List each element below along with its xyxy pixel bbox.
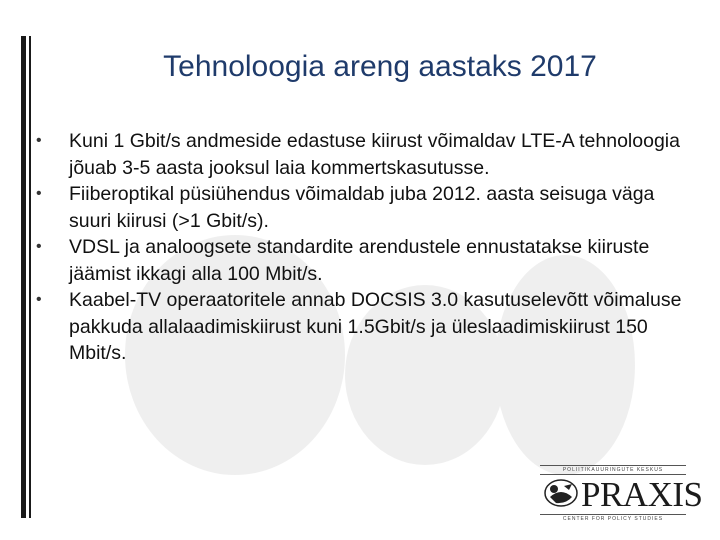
logo-name: PRAXIS [581, 475, 703, 514]
bullet-text: Fiiberoptikal püsiühendus võimaldab juba 2012. aasta seisuga väga suuri kiirusi (>1 Gbit/s). [69, 183, 655, 232]
bullet-item [36, 287, 686, 367]
logo-bottom-text: CENTER FOR POLICY STUDIES [562, 516, 664, 522]
logo-top-rule [540, 465, 686, 466]
bullet-dot: • [36, 132, 42, 149]
logo-top-text: POLIITIKAUURINGUTE KESKUS [562, 467, 664, 473]
logo-bottom-rule [540, 514, 686, 515]
bullet-item [36, 234, 686, 287]
slide-title: Tehnoloogia areng aastaks 2017 [163, 50, 597, 83]
bullet-text: Kuni 1 Gbit/s andmeside edastuse kiirust võimaldav LTE-A tehnoloogia jõuab 3-5 aasta jooksul laia kommertskasutusse. [69, 130, 680, 179]
bullet-item [36, 128, 686, 181]
bullet-dot: • [36, 238, 42, 255]
praxis-logo [540, 465, 703, 522]
bullet-item [36, 181, 686, 234]
bullet-text: Kaabel-TV operaatoritele annab DOCSIS 3.0 kasutuselevõtt võimaluse pakkuda allalaadimiskiirust kuni 1.5Gbit/s ja üleslaadimiskiirust 150 Mbit/s. [69, 289, 682, 364]
bullet-text: VDSL ja analoogsete standardite arendustele ennustatakse kiiruste jäämist ikkagi alla 100 Mbit/s. [69, 236, 650, 285]
lion-emblem-icon [542, 477, 580, 509]
bullet-list [36, 128, 686, 367]
bullet-dot: • [36, 185, 42, 202]
bullet-dot: • [36, 291, 42, 308]
left-border-thin [29, 36, 31, 518]
left-border-thick [21, 36, 26, 518]
